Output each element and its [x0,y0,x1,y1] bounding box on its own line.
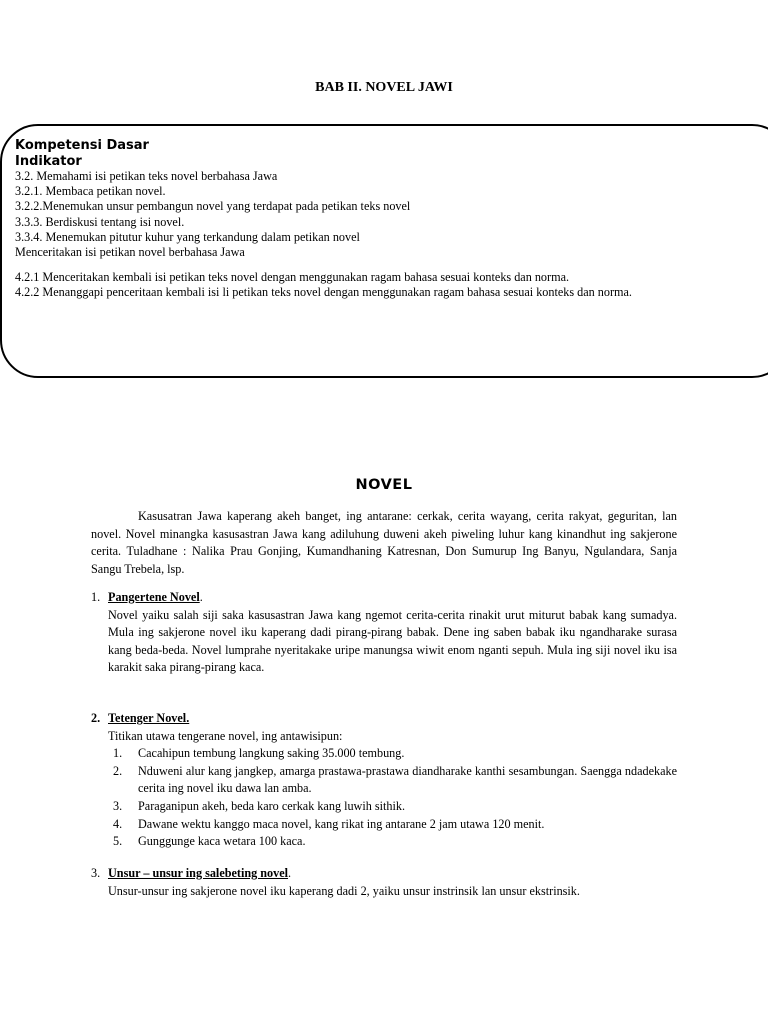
competency-line: 4.2.2 Menanggapi penceritaan kembali isi li petikan teks novel dengan menggunakan ragam bahasa sesuai konteks dan norma. [15,285,632,300]
section-title: Unsur – unsur ing salebeting novel [108,866,289,880]
indikator-heading: Indikator [15,153,82,169]
list-item [108,798,677,816]
section-number: 3. [91,866,101,880]
list-text: Cacahipun tembung langkung saking 35.000 tembung. [138,746,405,761]
list-text: Gunggunge kaca wetara 100 kaca. [138,834,306,849]
list-item [108,763,677,798]
list-text: Dawane wektu kanggo maca novel, kang rikat ing antarane 2 jam utawa 120 menit. [138,816,545,831]
competency-line: 4.2.1 Menceritakan kembali isi petikan teks novel dengan menggunakan ragam bahasa sesuai konteks dan norma. [15,270,570,285]
list-text: Paraganipun akeh, beda karo cerkak kang luwih sithik. [138,798,406,813]
section-body: Novel yaiku salah siji saka kasusastran Jawa kang ngemot cerita-cerita rinakit urut miturut babak kang sumadya. Mula ing sakjerone novel iku kaperang dadi pirang-pirang babak. Dene ing saben babak iku ngandharake surasa kang beda-beda. Novel lumprahe nyeritakake uripe manungsa wiwit enom nganti sepuh. Mula ing siji novel iku isa karakit saka pirang-pirang kaca. [108,607,677,675]
competency-line: 3.3.4. Menemukan pitutur kuhur yang terkandung dalam petikan novel [15,229,360,244]
list-number: 4. [113,816,123,831]
list-number: 3. [113,798,123,813]
list-item [108,745,677,763]
list-number: 1. [113,746,123,761]
competency-line: 3.2. Memahami isi petikan teks novel berbahasa Jawa [15,169,278,183]
list-number: 2. [113,763,123,778]
section-tetenger [91,710,677,851]
competency-line: 3.2.1. Membaca petikan novel. [15,184,166,199]
section-unsur [91,865,677,900]
section-title-suffix: . [288,866,292,880]
list-item [108,833,677,851]
section-title: Pangertene Novel [108,590,200,604]
list-item [108,816,677,834]
list-number: 5. [113,834,123,849]
section-title-suffix: . [199,590,203,604]
competency-line: 3.3.3. Berdiskusi tentang isi novel. [15,214,185,229]
section-body: Unsur-unsur ing sakjerone novel iku kaperang dadi 2, yaiku unsur instrinsik lan unsur ekstrinsik. [108,883,580,898]
competency-line: 3.2.2.Menemukan unsur pembangun novel yang terdapat pada petikan teks novel [15,199,411,214]
novel-heading: NOVEL [355,477,413,493]
kd-heading: Kompetensi Dasar [15,138,149,153]
intro-paragraph: Kasusatran Jawa kaperang akeh banget, ing antarane: cerkak, cerita wayang, cerita rakyat, geguritan, lan novel. Novel minangka kasusastran Jawa kang adiluhung duweni akeh piweling luhur kang kinandhut ing sakjerone cerita. Tuladhane : Nalika Prau Gonjing, Kumandhaning Katresnan, Don Sumurup Ing Banyu, Ngulandara, Sanja Sangu Trebela, lsp. [91,509,677,576]
section-body: Titikan utawa tengerane novel, ing antawisipun: [108,728,343,743]
competency-line: Menceritakan isi petikan novel berbahasa Jawa [15,245,245,260]
section-number: 2. [91,711,101,725]
section-pangertene [91,589,677,677]
chapter-title: BAB II. NOVEL JAWI [315,80,453,95]
section-number: 1. [91,590,101,604]
list-text: Nduweni alur kang jangkep, amarga prastawa-prastawa diandharake kanthi sesambungan. Saengga ndadekake cerita ing novel iku dawa lan amba. [138,763,677,796]
section-title: Tetenger Novel. [108,711,190,725]
competency-content [15,138,768,301]
